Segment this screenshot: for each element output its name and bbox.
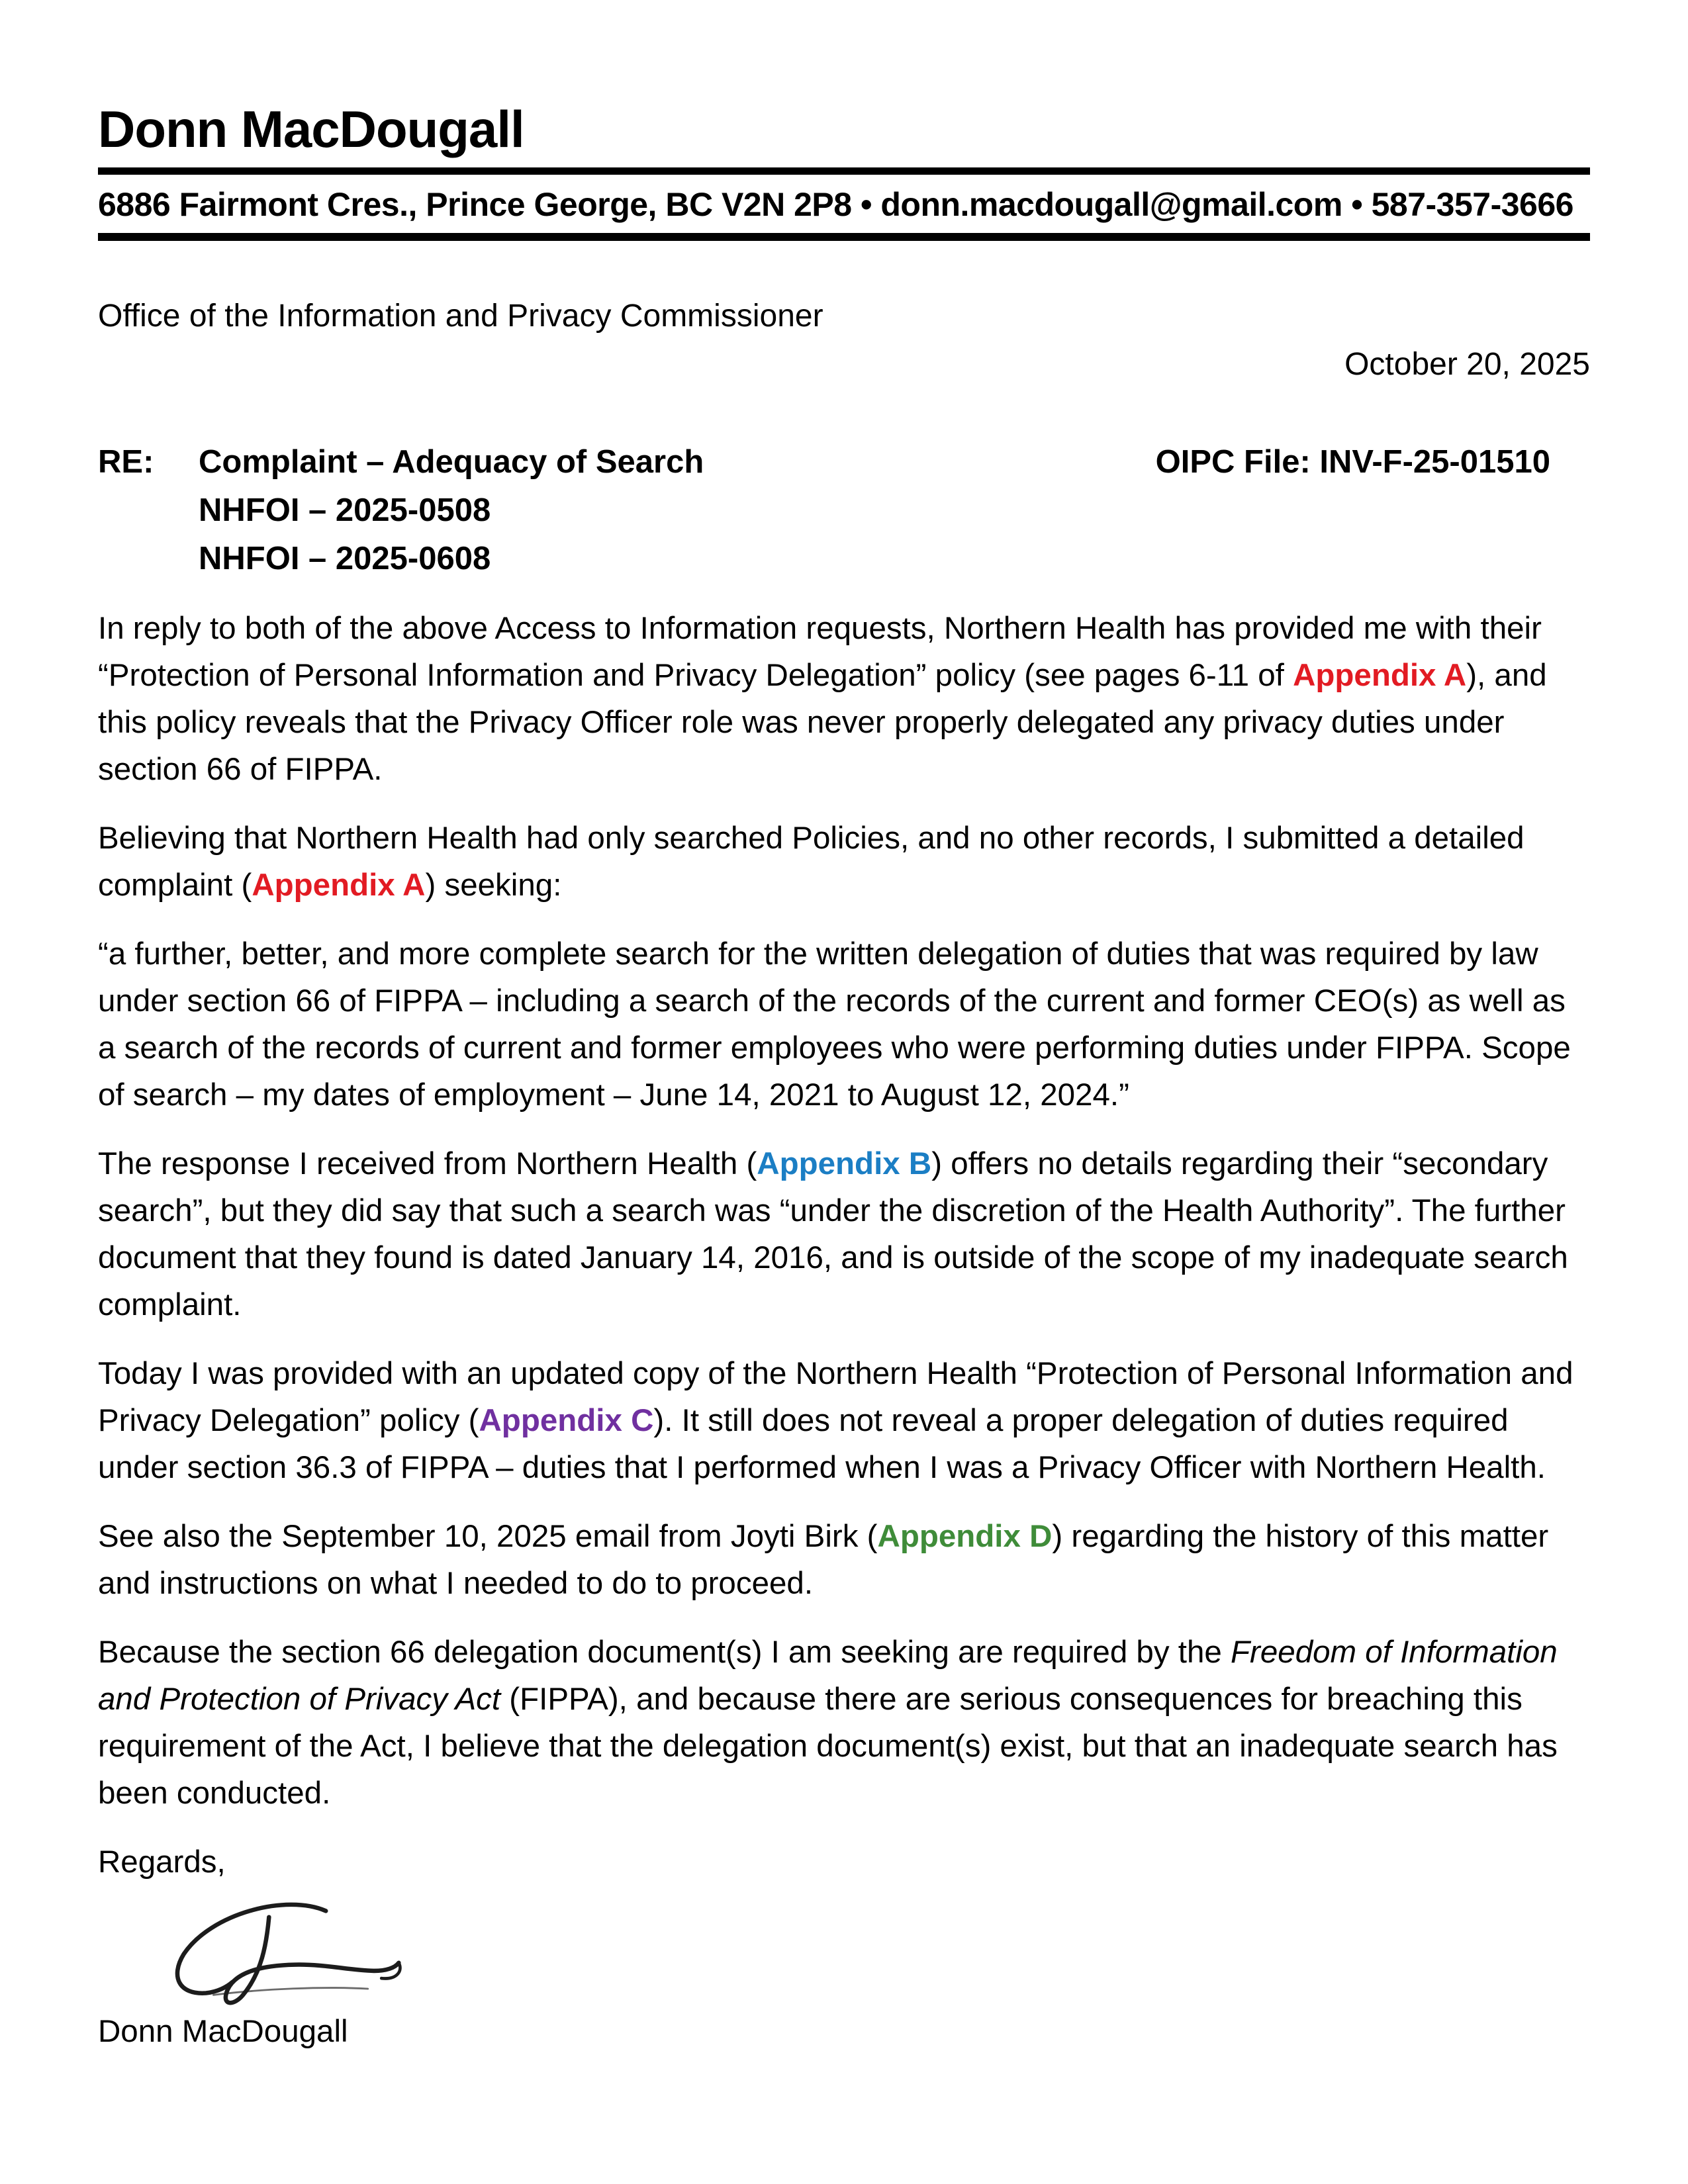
paragraph-6-text-end: (FIPPA), and because there are serious consequences for breaching this requirement of the Act, I believe that the delegation document(s) exist, but that an inadequate search has been conducted. bbox=[98, 1682, 1558, 1811]
signature-glyph bbox=[120, 1896, 405, 2007]
signature-name: Donn MacDougall bbox=[98, 2014, 348, 2049]
paragraph-3 bbox=[98, 1140, 1590, 1328]
letterhead-rule-bottom bbox=[98, 233, 1590, 241]
re-row-subject bbox=[98, 438, 1590, 486]
re-block bbox=[98, 438, 1590, 583]
appendix-d-ref: Appendix D bbox=[877, 1519, 1053, 1554]
re-label: RE: bbox=[98, 444, 154, 480]
act-title-italic: Freedom of Information and Protection of Privacy Act bbox=[98, 1635, 1558, 1717]
paragraph-1-text-end: ), and this policy reveals that the Privacy Officer role was never properly delegated any privacy duties under section 66 of FIPPA. bbox=[98, 658, 1547, 787]
paragraph-1 bbox=[98, 605, 1590, 793]
re-nhfoi-2: NHFOI – 2025-0608 bbox=[199, 541, 491, 576]
paragraph-4-text: Today I was provided with an updated copy of the Northern Health “Protection of Personal Information and Privacy Delegation” policy ( bbox=[98, 1356, 1573, 1438]
signature-image bbox=[120, 1896, 1590, 2011]
date-line: October 20, 2025 bbox=[1344, 347, 1590, 382]
paragraph-5-text-end: ) regarding the history of this matter and instructions on what I needed to do to proceed. bbox=[98, 1519, 1549, 1601]
paragraph-4-text-end: ). It still does not reveal a proper delegation of duties required under section 36.3 of FIPPA – duties that I performed when I was a Privacy Officer with Northern Health. bbox=[98, 1403, 1546, 1485]
appendix-a-ref-2: Appendix A bbox=[252, 868, 426, 903]
appendix-b-ref: Appendix B bbox=[757, 1146, 932, 1181]
paragraph-2-text-end: ) seeking: bbox=[425, 868, 562, 903]
paragraph-2 bbox=[98, 815, 1590, 909]
recipient-line: Office of the Information and Privacy Commissioner bbox=[98, 298, 823, 334]
paragraph-5-text: See also the September 10, 2025 email from Joyti Birk ( bbox=[98, 1519, 878, 1554]
paragraph-1-text: In reply to both of the above Access to Information requests, Northern Health has provided me with their “Protection of Personal Information and Privacy Delegation” policy (see pages 6-11 of bbox=[98, 611, 1542, 693]
paragraph-6 bbox=[98, 1629, 1590, 1817]
letterhead-rule-top bbox=[98, 167, 1590, 175]
appendix-a-ref: Appendix A bbox=[1293, 658, 1467, 693]
re-file-ref: OIPC File: INV-F-25-01510 bbox=[1155, 444, 1550, 480]
paragraph-3-text: The response I received from Northern Health ( bbox=[98, 1146, 757, 1181]
letterhead-name: Donn MacDougall bbox=[98, 100, 524, 158]
paragraph-3-text-end: ) offers no details regarding their “secondary search”, but they did say that such a search was “under the discretion of the Health Authority”. The further document that they found is dated January 14, 2016, and is outside of the scope of my inadequate search complaint. bbox=[98, 1146, 1568, 1322]
re-nhfoi-1: NHFOI – 2025-0508 bbox=[199, 492, 491, 528]
re-subject: Complaint – Adequacy of Search bbox=[199, 444, 704, 480]
paragraph-2-text: Believing that Northern Health had only searched Policies, and no other records, I submitted a detailed complaint ( bbox=[98, 821, 1524, 903]
letterhead-contact-line: 6886 Fairmont Cres., Prince George, BC V2N 2P8 • donn.macdougall@gmail.com • 587-357-3666 bbox=[98, 186, 1573, 223]
paragraph-6-text: Because the section 66 delegation document(s) I am seeking are required by the bbox=[98, 1635, 1231, 1670]
paragraph-5 bbox=[98, 1513, 1590, 1607]
paragraph-4 bbox=[98, 1350, 1590, 1491]
quote-block: “a further, better, and more complete search for the written delegation of duties that was required by law under section 66 of FIPPA – including a search of the records of the current and former CEO(s) as well as a search of the records of current and former employees who were performing duties under FIPPA. Scope of search – my dates of employment – June 14, 2021 to August 12, 2024.” bbox=[98, 936, 1571, 1113]
appendix-c-ref: Appendix C bbox=[479, 1403, 654, 1438]
closing-line: Regards, bbox=[98, 1844, 226, 1880]
